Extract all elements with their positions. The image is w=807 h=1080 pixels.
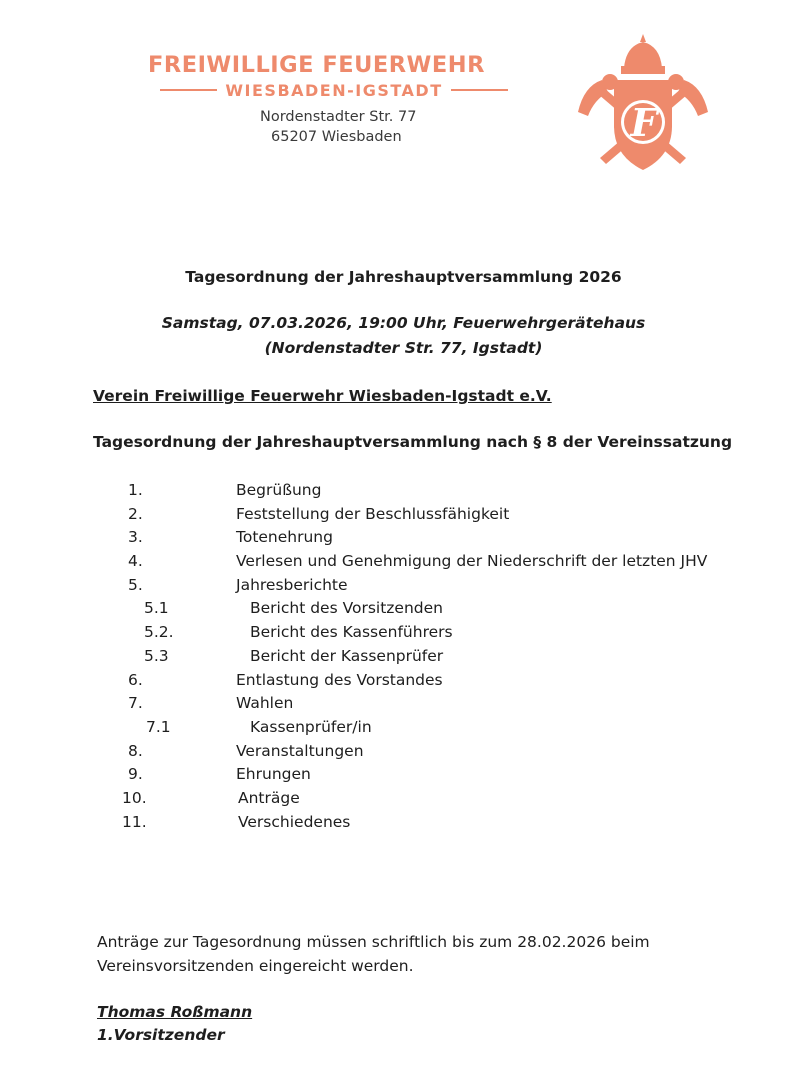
fire-brigade-emblem-icon xyxy=(574,30,712,174)
agenda-text: Veranstaltungen xyxy=(236,741,364,760)
agenda-text: Anträge xyxy=(238,788,300,807)
agenda-number: 9. xyxy=(128,765,143,784)
address-street: Nordenstadter Str. 77 xyxy=(260,109,417,125)
agenda-text: Wahlen xyxy=(236,694,294,713)
agenda-number: 3. xyxy=(128,528,143,547)
agenda-item xyxy=(0,505,807,529)
agenda-heading: Tagesordnung der Jahreshauptversammlung nach § 8 der Vereinssatzung xyxy=(93,433,733,451)
agenda-text: Bericht der Kassenprüfer xyxy=(250,646,444,665)
agenda-item xyxy=(0,528,807,552)
emblem-letter: F xyxy=(630,100,658,145)
agenda-item xyxy=(0,813,807,837)
signature-name: Thomas Roßmann xyxy=(97,1003,253,1021)
agenda-list xyxy=(0,481,807,836)
address-city: 65207 Wiesbaden xyxy=(271,129,402,145)
agenda-subitem xyxy=(0,623,807,647)
organization-subname: WIESBADEN-IGSTADT xyxy=(225,80,443,100)
agenda-number: 5.3 xyxy=(144,646,169,665)
agenda-number: 5.2. xyxy=(144,623,174,642)
signature-role: 1.Vorsitzender xyxy=(97,1026,225,1044)
agenda-text: Begrüßung xyxy=(236,481,322,499)
agenda-text: Verlesen und Genehmigung der Niederschrift der letzten JHV xyxy=(236,552,708,571)
organization-subname-row xyxy=(160,80,508,100)
agenda-number: 11. xyxy=(122,812,147,831)
agenda-text: Bericht des Kassenführers xyxy=(250,623,453,642)
organization-name: FREIWILLIGE FEUERWEHR xyxy=(148,52,485,78)
agenda-item xyxy=(0,742,807,766)
agenda-item xyxy=(0,481,807,505)
meeting-location: (Nordenstadter Str. 77, Igstadt) xyxy=(264,339,543,357)
agenda-text: Jahresberichte xyxy=(236,575,348,594)
agenda-number: 10. xyxy=(122,788,147,807)
agenda-subitem xyxy=(0,599,807,623)
agenda-text: Totenehrung xyxy=(236,528,333,547)
agenda-text: Feststellung der Beschlussfähigkeit xyxy=(236,504,510,523)
agenda-item xyxy=(0,694,807,718)
agenda-number: 1. xyxy=(128,481,143,499)
agenda-number: 2. xyxy=(128,504,143,523)
agenda-item xyxy=(0,765,807,789)
decorative-line-right xyxy=(451,89,508,91)
agenda-number: 4. xyxy=(128,552,143,571)
agenda-number: 8. xyxy=(128,741,143,760)
agenda-text: Kassenprüfer/in xyxy=(250,717,372,736)
document-title: Tagesordnung der Jahreshauptversammlung 2026 xyxy=(185,268,622,286)
agenda-item xyxy=(0,671,807,695)
agenda-text: Verschiedenes xyxy=(238,812,351,831)
agenda-number: 7.1 xyxy=(146,717,171,736)
agenda-subitem xyxy=(0,647,807,671)
meeting-date-time: Samstag, 07.03.2026, 19:00 Uhr, Feuerwehrgerätehaus xyxy=(161,314,646,332)
agenda-item xyxy=(0,789,807,813)
agenda-item xyxy=(0,552,807,576)
agenda-number: 5. xyxy=(128,575,143,594)
agenda-subitem xyxy=(0,718,807,742)
agenda-number: 7. xyxy=(128,694,143,713)
agenda-item xyxy=(0,576,807,600)
agenda-text: Bericht des Vorsitzenden xyxy=(250,599,443,618)
submission-note: Anträge zur Tagesordnung müssen schriftlich bis zum 28.02.2026 beim Vereinsvorsitzenden eingereicht werden. xyxy=(97,933,650,975)
agenda-number: 6. xyxy=(128,670,143,689)
agenda-number: 5.1 xyxy=(144,599,169,618)
decorative-line-left xyxy=(160,89,217,91)
agenda-text: Entlastung des Vorstandes xyxy=(236,670,443,689)
agenda-text: Ehrungen xyxy=(236,765,311,784)
association-name: Verein Freiwillige Feuerwehr Wiesbaden-Igstadt e.V. xyxy=(93,387,552,405)
